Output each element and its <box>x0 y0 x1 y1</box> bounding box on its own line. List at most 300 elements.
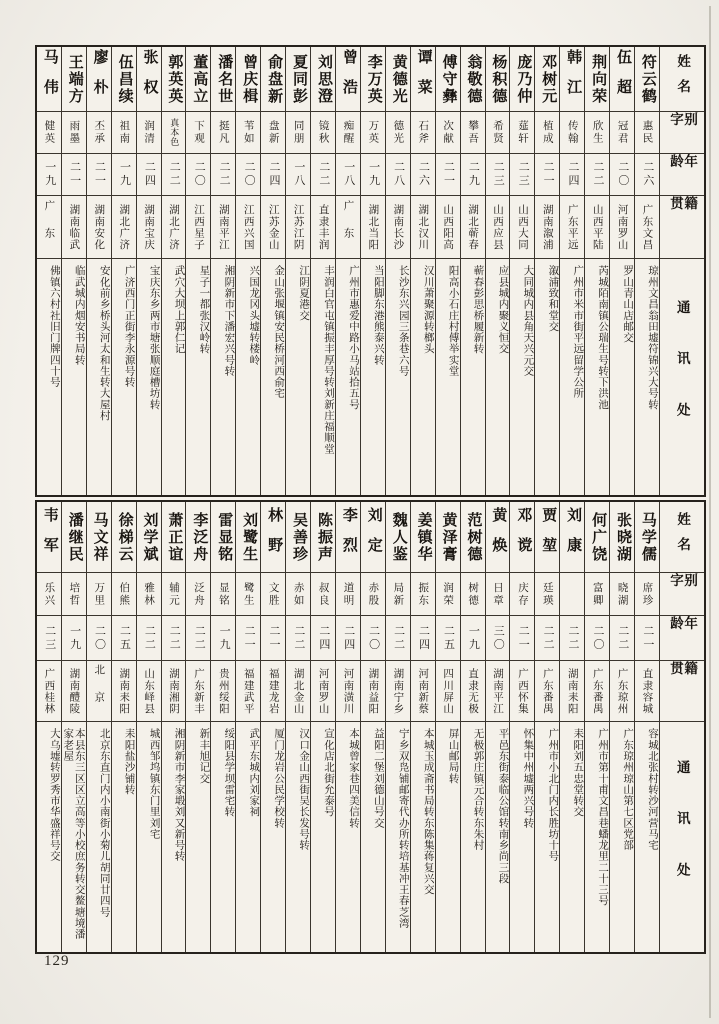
cell-origin: 湖南醴陵 <box>62 661 86 722</box>
person-column <box>435 502 460 952</box>
cell-name: 潘名世 <box>211 47 235 112</box>
column-header-origin: 籍贯 <box>660 661 704 722</box>
person-column <box>235 47 260 495</box>
person-column <box>61 47 86 495</box>
cell-age: 一九 <box>461 616 485 661</box>
cell-address: 丰润白官屯镇振丰厚号转刘新庄福顺堂 <box>323 265 335 455</box>
cell-age: 二二 <box>560 616 584 661</box>
column-header-origin: 籍贯 <box>660 196 704 259</box>
cell-alias: 晓湖 <box>610 573 634 616</box>
person-column <box>460 47 485 495</box>
cell-origin: 山西应县 <box>486 196 510 259</box>
cell-name: 韦军 <box>37 502 61 573</box>
cell-address: 芮城陌南镇公瑞生号转下洪池 <box>597 265 609 410</box>
cell-name: 张晓湖 <box>610 502 634 573</box>
cell-age: 二三 <box>486 154 510 196</box>
cell-alias: 雨墨 <box>62 112 86 154</box>
cell-alias: 万英 <box>361 112 385 154</box>
cell-address: 武平东城内刘家祠 <box>248 728 260 818</box>
cell-name: 黄焕 <box>486 502 510 573</box>
cell-name: 董高立 <box>186 47 210 112</box>
cell-age: 二一 <box>635 616 659 661</box>
cell-name: 刘思澄 <box>311 47 335 112</box>
cell-address: 佛镇六村社旧门牌四十号 <box>48 265 60 388</box>
cell-origin: 湖北广济 <box>112 196 136 259</box>
person-column <box>485 502 510 952</box>
cell-alias: 赤殷 <box>361 573 385 616</box>
cell-alias: 泛舟 <box>186 573 210 616</box>
cell-age: 二二 <box>162 154 186 196</box>
cell-address: 本城玉成斋书局转东陈集蒋复兴交 <box>422 728 434 895</box>
cell-origin: 广东新丰 <box>186 661 210 722</box>
cell-age: 二四 <box>560 154 584 196</box>
cell-alias: 石斧 <box>411 112 435 154</box>
cell-name: 雷显铭 <box>211 502 235 573</box>
cell-alias: 苇如 <box>236 112 260 154</box>
cell-address: 兴国龙冈头墟转楼岭 <box>248 265 260 366</box>
person-column <box>584 502 609 952</box>
cell-alias <box>560 573 584 616</box>
cell-name: 何广饶 <box>585 502 609 573</box>
cell-alias: 丕承 <box>87 112 111 154</box>
cell-alias: 显铭 <box>211 573 235 616</box>
cell-name: 王端方 <box>62 47 86 112</box>
column-header-address: 通讯处 <box>674 760 690 914</box>
person-column <box>310 47 335 495</box>
cell-age: 二九 <box>461 154 485 196</box>
cell-alias: 健英 <box>37 112 61 154</box>
cell-age: 二〇 <box>87 616 111 661</box>
person-column <box>161 502 186 952</box>
cell-origin: 河南罗山 <box>311 661 335 722</box>
cell-address: 阳高小石庄村傅举实堂 <box>447 265 459 377</box>
cell-name: 吴善珍 <box>286 502 310 573</box>
cell-age: 二五 <box>112 616 136 661</box>
cell-name: 萧正谊 <box>162 502 186 573</box>
person-column <box>335 47 360 495</box>
cell-age: 二四 <box>411 616 435 661</box>
cell-address: 溆浦致和堂交 <box>547 265 559 332</box>
cell-origin: 河南新蔡 <box>411 661 435 722</box>
cell-age: 二二 <box>211 154 235 196</box>
cell-name: 刘学斌 <box>137 502 161 573</box>
person-column <box>360 47 385 495</box>
person-column <box>509 47 534 495</box>
cell-address: 汉川萧聚源转榔头 <box>422 265 434 355</box>
cell-alias: 振东 <box>411 573 435 616</box>
cell-name: 黄德光 <box>386 47 410 112</box>
cell-address: 大乌墟转罗秀市华盛祥号交 <box>48 728 60 862</box>
cell-address: 北京东直门内小南街小菊儿胡同廿四号 <box>98 728 110 918</box>
cell-age: 一九 <box>37 154 61 196</box>
cell-age: 二二 <box>311 154 335 196</box>
cell-address: 本县东三区区立高等小校庶务转交鳌塘境潘家老屋 <box>62 728 85 940</box>
cell-name: 魏人鉴 <box>386 502 410 573</box>
cell-origin: 湖北广济 <box>162 196 186 259</box>
cell-age: 二六 <box>635 154 659 196</box>
person-column <box>61 502 86 952</box>
cell-name: 刘鹭生 <box>236 502 260 573</box>
cell-age: 二四 <box>261 154 285 196</box>
cell-origin: 江苏江阴 <box>286 196 310 259</box>
cell-address: 广州市第十甫文昌巷蟠龙里二十三号 <box>597 728 609 907</box>
cell-alias: 局新 <box>386 573 410 616</box>
cell-age: 一九 <box>361 154 385 196</box>
person-column <box>161 47 186 495</box>
cell-address: 屏山邮局转 <box>447 728 459 784</box>
cell-alias: 赤如 <box>286 573 310 616</box>
cell-origin: 江西兴国 <box>236 196 260 259</box>
cell-origin: 福建武平 <box>236 661 260 722</box>
cell-address: 城西邹坞镇东门里刘宅 <box>148 728 160 840</box>
cell-age: 二一 <box>436 154 460 196</box>
cell-name: 翁敬德 <box>461 47 485 112</box>
cell-age: 三〇 <box>486 616 510 661</box>
cell-origin: 河南罗山 <box>610 196 634 259</box>
cell-origin: 广西怀集 <box>510 661 534 722</box>
person-column <box>534 47 559 495</box>
cell-age: 二六 <box>411 154 435 196</box>
cell-alias: 叔良 <box>311 573 335 616</box>
cell-age: 二二 <box>585 154 609 196</box>
cell-origin: 湖南耒阳 <box>560 661 584 722</box>
cell-alias: 惠民 <box>635 112 659 154</box>
cell-address: 安化前乡桥头河太和生转大屋村 <box>98 265 110 421</box>
cell-age: 二一 <box>261 616 285 661</box>
person-column <box>335 502 360 952</box>
cell-origin: 广东 <box>37 196 61 259</box>
cell-address: 怀集中州墟两兴号转 <box>522 728 534 829</box>
cell-age: 二〇 <box>236 154 260 196</box>
cell-age: 二〇 <box>186 154 210 196</box>
cell-name: 郭英英 <box>162 47 186 112</box>
cell-address: 金山张堰镇安民桥河西俞宅 <box>273 265 285 399</box>
cell-origin: 广东番禺 <box>535 661 559 722</box>
cell-name: 谭菜 <box>411 47 435 112</box>
cell-origin: 贵州绥阳 <box>211 661 235 722</box>
cell-address: 当阳脚东港熊泰兴转 <box>372 265 384 366</box>
cell-name: 邓谠 <box>510 502 534 573</box>
cell-origin: 直隶容城 <box>635 661 659 722</box>
cell-origin: 山西大同 <box>510 196 534 259</box>
cell-address: 耒阳刘五忠堂转交 <box>572 728 584 818</box>
person-column <box>534 502 559 952</box>
cell-address: 应县城内聚义恒交 <box>497 265 509 355</box>
person-column <box>235 502 260 952</box>
cell-alias: 传翰 <box>560 112 584 154</box>
person-column <box>559 502 584 952</box>
column-header-address: 通讯处 <box>674 300 690 454</box>
cell-name: 潘继民 <box>62 502 86 573</box>
cell-address: 蕲春彭思桥履新转 <box>472 265 484 355</box>
cell-alias: 席珍 <box>635 573 659 616</box>
page-number: 129 <box>44 953 70 969</box>
cell-name: 李烈 <box>336 502 360 573</box>
cell-age: 二一 <box>87 154 111 196</box>
cell-age: 二三 <box>37 616 61 661</box>
person-column <box>260 47 285 495</box>
cell-name: 夏同彭 <box>286 47 310 112</box>
cell-alias: 雅林 <box>137 573 161 616</box>
cell-name: 贾堃 <box>535 502 559 573</box>
person-column <box>509 502 534 952</box>
cell-address: 广济西门正街李永源号转 <box>123 265 135 388</box>
cell-name: 荆向荣 <box>585 47 609 112</box>
cell-name: 马学儒 <box>635 502 659 573</box>
person-column <box>634 502 659 952</box>
cell-address: 耒阳盐沙铺转 <box>123 728 135 795</box>
cell-age: 二二 <box>386 616 410 661</box>
cell-address: 琼州文昌翁田墟符锦兴大号转 <box>647 265 658 410</box>
cell-alias: 润荣 <box>436 573 460 616</box>
person-column <box>634 47 659 495</box>
cell-address: 江阴夏港交 <box>298 265 310 321</box>
cell-alias: 同朋 <box>286 112 310 154</box>
cell-origin: 直隶丰润 <box>311 196 335 259</box>
cell-alias: 万里 <box>87 573 111 616</box>
cell-address: 广东琼州琼山第七区党部 <box>622 728 634 851</box>
cell-name: 刘康 <box>560 502 584 573</box>
cell-alias: 庆存 <box>510 573 534 616</box>
cell-origin: 广东 <box>336 196 360 259</box>
cell-address: 武穴大坝上郭仁记 <box>173 265 185 355</box>
cell-name: 伍超 <box>610 47 634 112</box>
cell-name: 曾浩 <box>336 47 360 112</box>
cell-name: 傅守彝 <box>436 47 460 112</box>
cell-origin: 山西阳高 <box>436 196 460 259</box>
person-column <box>435 47 460 495</box>
cell-age: 二二 <box>137 616 161 661</box>
cell-age: 二五 <box>436 616 460 661</box>
column-header-alias: 别字 <box>660 112 704 154</box>
cell-alias: 树德 <box>461 573 485 616</box>
cell-alias: 文胜 <box>261 573 285 616</box>
person-column <box>360 502 385 952</box>
column-header-name: 姓名 <box>660 47 704 112</box>
column-header-age: 年龄 <box>660 154 704 196</box>
cell-origin: 广东琼州 <box>610 661 634 722</box>
cell-age: 一九 <box>112 154 136 196</box>
cell-age: 二二 <box>186 616 210 661</box>
cell-address: 绥阳县学坝雷宅转 <box>223 728 235 818</box>
cell-name: 杨积德 <box>486 47 510 112</box>
cell-alias: 植成 <box>535 112 559 154</box>
cell-alias: 乐兴 <box>37 573 61 616</box>
cell-address: 湘阴新市下潘宏兴号转 <box>223 265 235 377</box>
cell-name: 俞盘新 <box>261 47 285 112</box>
cell-origin: 江苏金山 <box>261 196 285 259</box>
cell-origin: 山西平陆 <box>585 196 609 259</box>
cell-origin: 湖南平江 <box>486 661 510 722</box>
person-column <box>485 47 510 495</box>
person-column <box>385 47 410 495</box>
roster-table-bottom <box>35 500 706 954</box>
cell-name: 陈振声 <box>311 502 335 573</box>
scan-edge-shadow <box>709 6 711 1018</box>
cell-origin: 湖南溆浦 <box>535 196 559 259</box>
cell-address: 本城曾家巷四美信转 <box>347 728 359 829</box>
person-column <box>210 502 235 952</box>
person-column <box>260 502 285 952</box>
cell-address: 广州市惠爱中路小马站拾五号 <box>347 265 359 410</box>
person-column <box>210 47 235 495</box>
cell-address: 宝庆东乡两市塘张顺庭槽坊转 <box>148 265 160 410</box>
cell-name: 廖朴 <box>87 47 111 112</box>
cell-origin: 四川屏山 <box>436 661 460 722</box>
person-column <box>86 47 111 495</box>
cell-origin: 湖北当阳 <box>361 196 385 259</box>
column-header-age: 年龄 <box>660 616 704 661</box>
cell-name: 庞乃仲 <box>510 47 534 112</box>
cell-origin: 广西桂林 <box>37 661 61 722</box>
cell-alias: 希贤 <box>486 112 510 154</box>
cell-origin: 湖南平江 <box>211 196 235 259</box>
cell-name: 马伟 <box>37 47 61 112</box>
cell-address: 容城北张村转沙河营马宅 <box>647 728 658 851</box>
header-column <box>659 47 704 495</box>
person-column <box>609 47 634 495</box>
cell-alias: 镜秋 <box>311 112 335 154</box>
cell-alias: 盘新 <box>261 112 285 154</box>
cell-origin: 湖南临武 <box>62 196 86 259</box>
cell-age: 二八 <box>386 154 410 196</box>
cell-alias: 冠君 <box>610 112 634 154</box>
cell-name: 李泛舟 <box>186 502 210 573</box>
cell-age: 二一 <box>510 616 534 661</box>
roster-table-top <box>35 45 706 497</box>
cell-age: 二二 <box>286 616 310 661</box>
person-column <box>86 502 111 952</box>
header-column <box>659 502 704 952</box>
cell-address: 广州市米市街平远留学公所 <box>572 265 584 399</box>
cell-name: 林野 <box>261 502 285 573</box>
cell-age: 二四 <box>336 616 360 661</box>
cell-alias: 下观 <box>186 112 210 154</box>
person-column <box>385 502 410 952</box>
cell-address: 长沙东兴园三条巷六号 <box>397 265 409 377</box>
person-column <box>609 502 634 952</box>
cell-name: 伍昌续 <box>112 47 136 112</box>
cell-age: 二二 <box>162 616 186 661</box>
cell-age: 一九 <box>211 616 235 661</box>
cell-origin: 湖南湘阴 <box>162 661 186 722</box>
cell-age: 一八 <box>286 154 310 196</box>
person-column <box>559 47 584 495</box>
cell-origin: 湖南宝庆 <box>137 196 161 259</box>
cell-address: 厦门龙岩公民学校转 <box>273 728 285 829</box>
cell-age: 二四 <box>311 616 335 661</box>
cell-alias: 痴醒 <box>336 112 360 154</box>
cell-alias: 莚轩 <box>510 112 534 154</box>
cell-alias: 鹭生 <box>236 573 260 616</box>
cell-origin: 湖北汉川 <box>411 196 435 259</box>
cell-alias: 祖南 <box>112 112 136 154</box>
cell-age: 二四 <box>137 154 161 196</box>
cell-origin: 江西星子 <box>186 196 210 259</box>
column-header-name: 姓名 <box>660 502 704 573</box>
cell-alias: 日章 <box>486 573 510 616</box>
cell-origin: 广东文昌 <box>635 196 659 259</box>
cell-age: 二〇 <box>610 154 634 196</box>
cell-alias: 培哲 <box>62 573 86 616</box>
cell-origin: 直隶无极 <box>461 661 485 722</box>
cell-alias: 挺凡 <box>211 112 235 154</box>
cell-origin: 湖南益阳 <box>361 661 385 722</box>
cell-name: 曾庆楫 <box>236 47 260 112</box>
cell-origin: 湖南宁乡 <box>386 661 410 722</box>
cell-origin: 湖南安化 <box>87 196 111 259</box>
cell-address: 广州市小北门内长胜坊十号 <box>547 728 559 862</box>
cell-age: 二二 <box>610 616 634 661</box>
cell-alias: 富卿 <box>585 573 609 616</box>
cell-address: 宁乡双凫铺邮寄代办所转培基冲王春芝湾 <box>397 728 409 929</box>
cell-age: 二三 <box>510 154 534 196</box>
cell-alias: 德光 <box>386 112 410 154</box>
person-column <box>111 47 136 495</box>
cell-address: 湘阴新市李家塅刘又新号转 <box>173 728 185 862</box>
cell-address: 临武城内烟安书局转 <box>73 265 85 366</box>
person-column <box>37 502 61 952</box>
cell-origin: 湖南长沙 <box>386 196 410 259</box>
cell-alias: 伯熊 <box>112 573 136 616</box>
cell-age: 一九 <box>62 616 86 661</box>
column-header-alias: 别字 <box>660 573 704 616</box>
cell-name: 马文祥 <box>87 502 111 573</box>
cell-address: 宣化店北街允泰号 <box>323 728 335 818</box>
person-column <box>460 502 485 952</box>
person-column <box>285 502 310 952</box>
cell-age: 二〇 <box>585 616 609 661</box>
cell-age: 一八 <box>336 154 360 196</box>
cell-name: 黄泽膏 <box>436 502 460 573</box>
cell-name: 韩江 <box>560 47 584 112</box>
cell-name: 刘定 <box>361 502 385 573</box>
cell-origin: 福建龙岩 <box>261 661 285 722</box>
cell-name: 张权 <box>137 47 161 112</box>
cell-name: 邓树元 <box>535 47 559 112</box>
person-column <box>584 47 609 495</box>
cell-age: 二一 <box>236 616 260 661</box>
cell-origin: 湖北蕲春 <box>461 196 485 259</box>
cell-alias: 次献 <box>436 112 460 154</box>
cell-age: 二〇 <box>361 616 385 661</box>
person-column <box>136 47 161 495</box>
person-column <box>310 502 335 952</box>
cell-name: 李万英 <box>361 47 385 112</box>
cell-origin: 湖北金山 <box>286 661 310 722</box>
cell-address: 大同城内县角天兴元交 <box>522 265 534 377</box>
cell-alias: 攀吾 <box>461 112 485 154</box>
cell-alias: 润清 <box>137 112 161 154</box>
cell-alias: 廷瑛 <box>535 573 559 616</box>
cell-origin: 湖南耒阳 <box>112 661 136 722</box>
person-column <box>185 47 210 495</box>
person-column <box>37 47 61 495</box>
cell-address: 汉口金山西街吴长发号转 <box>298 728 310 851</box>
cell-address: 益阳二堡刘德山号交 <box>372 728 384 829</box>
cell-alias: 欣生 <box>585 112 609 154</box>
cell-origin: 北京 <box>87 661 111 722</box>
person-column <box>410 502 435 952</box>
cell-address: 罗山青山店邮交 <box>622 265 634 343</box>
person-column <box>285 47 310 495</box>
person-column <box>410 47 435 495</box>
cell-origin: 广东番禺 <box>585 661 609 722</box>
cell-origin: 河南潢川 <box>336 661 360 722</box>
cell-name: 符云鹤 <box>635 47 659 112</box>
cell-age: 二一 <box>535 154 559 196</box>
cell-address: 无极郭庄镇元合转东朱村 <box>472 728 484 851</box>
